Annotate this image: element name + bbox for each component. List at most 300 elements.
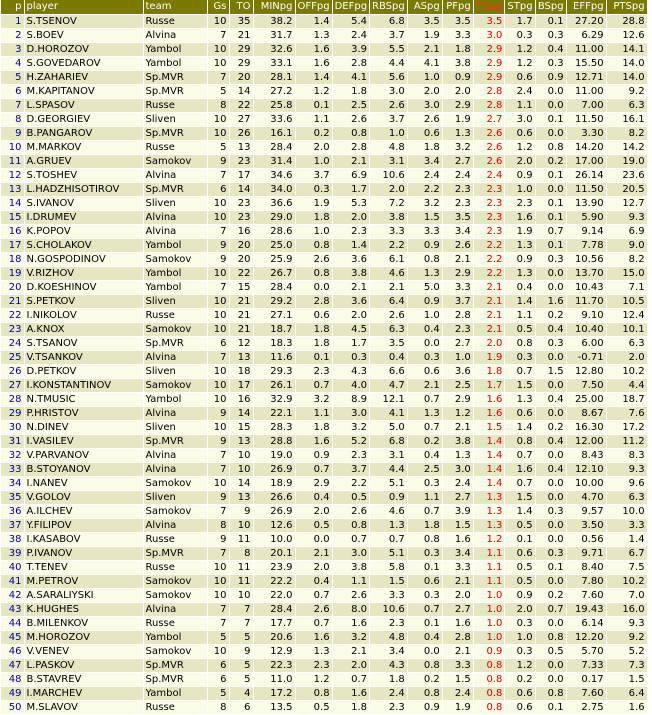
cell-player: L.SPASOV bbox=[24, 99, 143, 113]
table-row bbox=[1, 71, 647, 85]
cell-rank: 29 bbox=[1, 407, 24, 421]
cell-player: S.GOVEDAROV bbox=[24, 57, 143, 71]
cell-gs: 9 bbox=[207, 407, 229, 421]
cell-ptspg: 6.3 bbox=[606, 99, 647, 113]
cell-offpg: 1.8 bbox=[295, 337, 332, 351]
cell-team: Russe bbox=[143, 309, 207, 323]
cell-effpg: 7.60 bbox=[566, 687, 606, 701]
cell-gs: 10 bbox=[207, 575, 229, 589]
cell-pfpg: 3.9 bbox=[442, 505, 473, 519]
cell-to: 13 bbox=[229, 351, 253, 365]
cell-player: H.ZAHARIEV bbox=[24, 71, 143, 85]
cell-defpg: 3.9 bbox=[332, 43, 369, 57]
cell-ptspg: 12.7 bbox=[606, 197, 647, 211]
cell-effpg: 12.80 bbox=[566, 365, 606, 379]
cell-to: 10 bbox=[229, 463, 253, 477]
cell-rbspg: 4.6 bbox=[370, 267, 408, 281]
cell-pfpg: 2.0 bbox=[442, 589, 473, 603]
cell-pfpg: 2.4 bbox=[442, 169, 473, 183]
cell-ptspg: 20.5 bbox=[606, 183, 647, 197]
cell-minpg: 22.1 bbox=[253, 407, 295, 421]
cell-topg: 2.6 bbox=[473, 141, 505, 155]
cell-gs: 7 bbox=[207, 29, 229, 43]
cell-gs: 10 bbox=[207, 323, 229, 337]
cell-rank: 12 bbox=[1, 169, 24, 183]
cell-minpg: 26.9 bbox=[253, 505, 295, 519]
col-header-ptspg[interactable]: PTSpg bbox=[606, 0, 647, 15]
table-row bbox=[1, 323, 647, 337]
cell-player: A.KNOX bbox=[24, 323, 143, 337]
cell-bspg: 0.0 bbox=[535, 281, 566, 295]
cell-player: D.HOROZOV bbox=[24, 43, 143, 57]
cell-aspg: 3.5 bbox=[407, 15, 442, 29]
cell-minpg: 11.0 bbox=[253, 673, 295, 687]
cell-gs: 9 bbox=[207, 435, 229, 449]
cell-minpg: 11.6 bbox=[253, 351, 295, 365]
cell-pfpg: 2.9 bbox=[442, 99, 473, 113]
cell-bspg: 0.0 bbox=[535, 351, 566, 365]
cell-player: D.GEORGIEV bbox=[24, 113, 143, 127]
table-row bbox=[1, 505, 647, 519]
cell-pfpg: 2.3 bbox=[442, 197, 473, 211]
cell-player: M.PETROV bbox=[24, 575, 143, 589]
cell-offpg: 1.2 bbox=[295, 673, 332, 687]
col-header-rbspg[interactable]: RBSpg bbox=[370, 0, 408, 15]
cell-minpg: 25.0 bbox=[253, 239, 295, 253]
cell-aspg: 1.8 bbox=[407, 141, 442, 155]
cell-topg: 2.0 bbox=[473, 337, 505, 351]
cell-effpg: 10.40 bbox=[566, 323, 606, 337]
cell-team: Yambol bbox=[143, 393, 207, 407]
cell-defpg: 2.6 bbox=[332, 113, 369, 127]
cell-stpg: 0.6 bbox=[505, 127, 535, 141]
cell-defpg: 4.0 bbox=[332, 379, 369, 393]
cell-pfpg: 2.7 bbox=[442, 603, 473, 617]
cell-aspg: 0.7 bbox=[407, 393, 442, 407]
cell-ptspg: 5.2 bbox=[606, 645, 647, 659]
cell-pfpg: 2.7 bbox=[442, 337, 473, 351]
cell-effpg: -0.71 bbox=[566, 351, 606, 365]
cell-to: 14 bbox=[229, 407, 253, 421]
cell-ptspg: 8.2 bbox=[606, 253, 647, 267]
cell-player: N.GOSPODINOV bbox=[24, 253, 143, 267]
cell-aspg: 3.3 bbox=[407, 225, 442, 239]
cell-topg: 1.6 bbox=[473, 407, 505, 421]
cell-player: I.NANEV bbox=[24, 477, 143, 491]
cell-rbspg: 0.7 bbox=[370, 533, 408, 547]
cell-rbspg: 3.5 bbox=[370, 337, 408, 351]
cell-to: 7 bbox=[229, 617, 253, 631]
table-row bbox=[1, 603, 647, 617]
cell-rank: 18 bbox=[1, 253, 24, 267]
cell-minpg: 33.1 bbox=[253, 57, 295, 71]
cell-stpg: 0.5 bbox=[505, 519, 535, 533]
cell-offpg: 0.0 bbox=[295, 533, 332, 547]
cell-bspg: 0.0 bbox=[535, 659, 566, 673]
cell-aspg: 0.3 bbox=[407, 477, 442, 491]
cell-to: 13 bbox=[229, 491, 253, 505]
cell-rank: 4 bbox=[1, 57, 24, 71]
cell-pfpg: 2.0 bbox=[442, 85, 473, 99]
cell-player: B.STOYANOV bbox=[24, 463, 143, 477]
cell-defpg: 3.7 bbox=[332, 463, 369, 477]
cell-gs: 10 bbox=[207, 15, 229, 29]
cell-pfpg: 1.3 bbox=[442, 127, 473, 141]
cell-bspg: 0.0 bbox=[535, 491, 566, 505]
cell-rbspg: 5.1 bbox=[370, 477, 408, 491]
cell-rank: 44 bbox=[1, 617, 24, 631]
cell-aspg: 0.9 bbox=[407, 295, 442, 309]
cell-minpg: 29.0 bbox=[253, 211, 295, 225]
cell-rank: 2 bbox=[1, 29, 24, 43]
cell-rbspg: 5.8 bbox=[370, 561, 408, 575]
cell-ptspg: 16.0 bbox=[606, 603, 647, 617]
cell-bspg: 0.2 bbox=[535, 421, 566, 435]
cell-to: 7 bbox=[229, 603, 253, 617]
cell-minpg: 27.2 bbox=[253, 85, 295, 99]
cell-topg: 1.4 bbox=[473, 477, 505, 491]
cell-player: S.IVANOV bbox=[24, 197, 143, 211]
cell-aspg: 0.9 bbox=[407, 701, 442, 715]
table-row bbox=[1, 547, 647, 561]
cell-gs: 7 bbox=[207, 71, 229, 85]
cell-topg: 1.6 bbox=[473, 393, 505, 407]
col-header-minpg[interactable]: MINpg bbox=[253, 0, 295, 15]
cell-bspg: 0.3 bbox=[535, 29, 566, 43]
cell-gs: 10 bbox=[207, 589, 229, 603]
cell-rank: 35 bbox=[1, 491, 24, 505]
cell-aspg: 1.1 bbox=[407, 491, 442, 505]
cell-ptspg: 17.2 bbox=[606, 421, 647, 435]
cell-minpg: 33.6 bbox=[253, 113, 295, 127]
cell-to: 23 bbox=[229, 155, 253, 169]
cell-ptspg: 10.5 bbox=[606, 295, 647, 309]
cell-bspg: 0.1 bbox=[535, 15, 566, 29]
cell-player: P.IVANOV bbox=[24, 547, 143, 561]
table-row bbox=[1, 281, 647, 295]
cell-defpg: 3.8 bbox=[332, 267, 369, 281]
cell-rank: 24 bbox=[1, 337, 24, 351]
cell-gs: 10 bbox=[207, 197, 229, 211]
cell-ptspg: 9.2 bbox=[606, 631, 647, 645]
cell-ptspg: 10.2 bbox=[606, 365, 647, 379]
cell-player: D.KOESHINOV bbox=[24, 281, 143, 295]
cell-stpg: 0.5 bbox=[505, 575, 535, 589]
cell-defpg: 1.7 bbox=[332, 183, 369, 197]
cell-player: V.GOLOV bbox=[24, 491, 143, 505]
cell-offpg: 0.9 bbox=[295, 449, 332, 463]
cell-defpg: 0.8 bbox=[332, 127, 369, 141]
cell-aspg: 0.8 bbox=[407, 687, 442, 701]
cell-aspg: 1.0 bbox=[407, 71, 442, 85]
col-header-rank[interactable]: p bbox=[1, 0, 24, 15]
cell-stpg: 1.3 bbox=[505, 239, 535, 253]
cell-team: Yambol bbox=[143, 43, 207, 57]
cell-offpg: 0.2 bbox=[295, 127, 332, 141]
cell-defpg: 2.0 bbox=[332, 309, 369, 323]
cell-rbspg: 3.7 bbox=[370, 29, 408, 43]
cell-aspg: 0.7 bbox=[407, 505, 442, 519]
col-header-bspg[interactable]: BSpg bbox=[535, 0, 566, 15]
table-row bbox=[1, 631, 647, 645]
cell-defpg: 3.2 bbox=[332, 631, 369, 645]
cell-minpg: 10.0 bbox=[253, 533, 295, 547]
cell-gs: 6 bbox=[207, 337, 229, 351]
cell-aspg: 1.3 bbox=[407, 267, 442, 281]
cell-offpg: 0.1 bbox=[295, 351, 332, 365]
cell-rbspg: 5.6 bbox=[370, 71, 408, 85]
cell-team: Yambol bbox=[143, 57, 207, 71]
cell-to: 14 bbox=[229, 85, 253, 99]
cell-player: K.HUGHES bbox=[24, 603, 143, 617]
cell-pfpg: 3.8 bbox=[442, 57, 473, 71]
cell-rank: 10 bbox=[1, 141, 24, 155]
cell-rank: 36 bbox=[1, 505, 24, 519]
cell-defpg: 5.3 bbox=[332, 197, 369, 211]
cell-ptspg: 9.0 bbox=[606, 239, 647, 253]
cell-minpg: 38.2 bbox=[253, 15, 295, 29]
cell-rank: 11 bbox=[1, 155, 24, 169]
cell-gs: 9 bbox=[207, 155, 229, 169]
cell-effpg: 15.50 bbox=[566, 57, 606, 71]
col-header-defpg[interactable]: DEFpg bbox=[332, 0, 369, 15]
cell-effpg: 7.50 bbox=[566, 379, 606, 393]
cell-effpg: 7.80 bbox=[566, 575, 606, 589]
cell-team: Alvina bbox=[143, 351, 207, 365]
cell-stpg: 0.1 bbox=[505, 533, 535, 547]
cell-ptspg: 19.0 bbox=[606, 155, 647, 169]
cell-ptspg: 7.0 bbox=[606, 589, 647, 603]
cell-minpg: 13.5 bbox=[253, 701, 295, 715]
cell-aspg: 0.4 bbox=[407, 449, 442, 463]
cell-aspg: 0.6 bbox=[407, 365, 442, 379]
cell-pfpg: 2.3 bbox=[442, 323, 473, 337]
cell-pfpg: 2.4 bbox=[442, 687, 473, 701]
cell-ptspg: 9.3 bbox=[606, 211, 647, 225]
player-stats-table bbox=[1, 0, 648, 715]
cell-to: 14 bbox=[229, 183, 253, 197]
cell-effpg: 17.00 bbox=[566, 155, 606, 169]
cell-player: K.POPOV bbox=[24, 225, 143, 239]
cell-bspg: 0.4 bbox=[535, 323, 566, 337]
cell-aspg: 0.7 bbox=[407, 421, 442, 435]
cell-stpg: 0.9 bbox=[505, 253, 535, 267]
cell-offpg: 1.6 bbox=[295, 43, 332, 57]
col-header-player[interactable]: player bbox=[24, 0, 143, 15]
cell-rbspg: 5.0 bbox=[370, 421, 408, 435]
cell-to: 16 bbox=[229, 393, 253, 407]
cell-pfpg: 2.8 bbox=[442, 309, 473, 323]
cell-team: Sp.MVR bbox=[143, 435, 207, 449]
cell-effpg: 10.00 bbox=[566, 477, 606, 491]
cell-minpg: 12.6 bbox=[253, 519, 295, 533]
cell-effpg: 0.56 bbox=[566, 533, 606, 547]
cell-gs: 7 bbox=[207, 169, 229, 183]
cell-defpg: 3.2 bbox=[332, 421, 369, 435]
cell-gs: 7 bbox=[207, 463, 229, 477]
cell-gs: 9 bbox=[207, 491, 229, 505]
cell-effpg: 26.14 bbox=[566, 169, 606, 183]
cell-minpg: 22.2 bbox=[253, 575, 295, 589]
cell-aspg: 0.3 bbox=[407, 547, 442, 561]
cell-rbspg: 4.3 bbox=[370, 659, 408, 673]
cell-to: 23 bbox=[229, 211, 253, 225]
cell-player: V.VENEV bbox=[24, 645, 143, 659]
cell-rank: 15 bbox=[1, 211, 24, 225]
cell-to: 9 bbox=[229, 505, 253, 519]
cell-ptspg: 7.3 bbox=[606, 659, 647, 673]
cell-minpg: 12.9 bbox=[253, 645, 295, 659]
col-header-to[interactable]: TO bbox=[229, 0, 253, 15]
cell-bspg: 0.0 bbox=[535, 575, 566, 589]
cell-stpg: 2.4 bbox=[505, 85, 535, 99]
cell-topg: 2.1 bbox=[473, 295, 505, 309]
cell-pfpg: 2.1 bbox=[442, 253, 473, 267]
cell-minpg: 17.2 bbox=[253, 687, 295, 701]
cell-aspg: 0.8 bbox=[407, 659, 442, 673]
cell-player: V.RIZHOV bbox=[24, 267, 143, 281]
table-row bbox=[1, 29, 647, 43]
cell-offpg: 1.3 bbox=[295, 29, 332, 43]
cell-rank: 42 bbox=[1, 589, 24, 603]
table-row bbox=[1, 113, 647, 127]
table-row bbox=[1, 155, 647, 169]
table-row bbox=[1, 127, 647, 141]
cell-offpg: 0.5 bbox=[295, 701, 332, 715]
cell-player: M.MARKOV bbox=[24, 141, 143, 155]
cell-offpg: 1.8 bbox=[295, 211, 332, 225]
col-header-gs[interactable]: Gs bbox=[207, 0, 229, 15]
cell-rank: 16 bbox=[1, 225, 24, 239]
cell-minpg: 31.7 bbox=[253, 29, 295, 43]
cell-rank: 37 bbox=[1, 519, 24, 533]
cell-gs: 10 bbox=[207, 645, 229, 659]
cell-effpg: 10.56 bbox=[566, 253, 606, 267]
cell-topg: 2.6 bbox=[473, 155, 505, 169]
cell-gs: 5 bbox=[207, 631, 229, 645]
cell-bspg: 1.6 bbox=[535, 295, 566, 309]
cell-stpg: 0.9 bbox=[505, 169, 535, 183]
cell-bspg: 0.3 bbox=[535, 337, 566, 351]
col-header-aspg[interactable]: ASpg bbox=[407, 0, 442, 15]
cell-rank: 38 bbox=[1, 533, 24, 547]
cell-to: 10 bbox=[229, 519, 253, 533]
cell-pfpg: 2.1 bbox=[442, 645, 473, 659]
cell-minpg: 26.7 bbox=[253, 267, 295, 281]
cell-stpg: 1.2 bbox=[505, 659, 535, 673]
col-header-stpg[interactable]: STpg bbox=[505, 0, 535, 15]
cell-ptspg: 2.0 bbox=[606, 351, 647, 365]
cell-defpg: 1.7 bbox=[332, 337, 369, 351]
cell-player: P.HRISTOV bbox=[24, 407, 143, 421]
cell-gs: 7 bbox=[207, 505, 229, 519]
cell-rbspg: 3.3 bbox=[370, 225, 408, 239]
cell-rbspg: 4.8 bbox=[370, 141, 408, 155]
cell-topg: 2.2 bbox=[473, 253, 505, 267]
cell-gs: 6 bbox=[207, 673, 229, 687]
cell-effpg: 11.70 bbox=[566, 295, 606, 309]
table-row bbox=[1, 491, 647, 505]
cell-rbspg: 2.4 bbox=[370, 687, 408, 701]
cell-team: Samokov bbox=[143, 589, 207, 603]
cell-pfpg: 3.3 bbox=[442, 659, 473, 673]
cell-bspg: 0.8 bbox=[535, 141, 566, 155]
cell-minpg: 26.6 bbox=[253, 491, 295, 505]
cell-defpg: 4.5 bbox=[332, 323, 369, 337]
cell-bspg: 0.4 bbox=[535, 393, 566, 407]
cell-effpg: 11.50 bbox=[566, 183, 606, 197]
cell-team: Russe bbox=[143, 15, 207, 29]
cell-effpg: 6.14 bbox=[566, 617, 606, 631]
cell-offpg: 0.4 bbox=[295, 575, 332, 589]
cell-rank: 13 bbox=[1, 183, 24, 197]
cell-ptspg: 3.3 bbox=[606, 519, 647, 533]
cell-stpg: 1.0 bbox=[505, 183, 535, 197]
cell-topg: 0.8 bbox=[473, 701, 505, 715]
table-row bbox=[1, 519, 647, 533]
cell-offpg: 2.1 bbox=[295, 547, 332, 561]
col-header-team[interactable]: team bbox=[143, 0, 207, 15]
cell-defpg: 2.3 bbox=[332, 449, 369, 463]
cell-rbspg: 10.6 bbox=[370, 603, 408, 617]
cell-rank: 33 bbox=[1, 463, 24, 477]
cell-stpg: 1.0 bbox=[505, 631, 535, 645]
cell-bspg: 0.0 bbox=[535, 519, 566, 533]
cell-aspg: 0.1 bbox=[407, 561, 442, 575]
cell-rank: 40 bbox=[1, 561, 24, 575]
cell-ptspg: 7.5 bbox=[606, 561, 647, 575]
cell-effpg: 6.00 bbox=[566, 337, 606, 351]
cell-aspg: 3.4 bbox=[407, 155, 442, 169]
cell-to: 21 bbox=[229, 309, 253, 323]
cell-team: Samokov bbox=[143, 323, 207, 337]
cell-aspg: 1.8 bbox=[407, 519, 442, 533]
col-header-effpg[interactable]: EFFpg bbox=[566, 0, 606, 15]
cell-topg: 0.9 bbox=[473, 645, 505, 659]
col-header-pfpg[interactable]: PFpg bbox=[442, 0, 473, 15]
cell-bspg: 0.3 bbox=[535, 253, 566, 267]
cell-rbspg: 4.8 bbox=[370, 631, 408, 645]
cell-aspg: 0.0 bbox=[407, 645, 442, 659]
cell-ptspg: 28.8 bbox=[606, 15, 647, 29]
cell-stpg: 1.9 bbox=[505, 225, 535, 239]
cell-to: 21 bbox=[229, 323, 253, 337]
cell-pfpg: 2.9 bbox=[442, 393, 473, 407]
cell-to: 10 bbox=[229, 449, 253, 463]
cell-team: Yambol bbox=[143, 631, 207, 645]
cell-gs: 10 bbox=[207, 267, 229, 281]
cell-team: Alvina bbox=[143, 463, 207, 477]
table-row bbox=[1, 645, 647, 659]
cell-pfpg: 2.1 bbox=[442, 575, 473, 589]
table-row bbox=[1, 575, 647, 589]
cell-rbspg: 1.0 bbox=[370, 127, 408, 141]
cell-rank: 6 bbox=[1, 85, 24, 99]
col-header-offpg[interactable]: OFFpg bbox=[295, 0, 332, 15]
cell-defpg: 1.6 bbox=[332, 617, 369, 631]
cell-player: V.PARVANOV bbox=[24, 449, 143, 463]
table-header-row bbox=[1, 0, 647, 15]
cell-ptspg: 7.1 bbox=[606, 281, 647, 295]
col-header-topg[interactable]: TOpg bbox=[473, 0, 505, 15]
cell-to: 6 bbox=[229, 701, 253, 715]
cell-rbspg: 2.3 bbox=[370, 617, 408, 631]
cell-aspg: 0.2 bbox=[407, 435, 442, 449]
table-row bbox=[1, 57, 647, 71]
cell-minpg: 28.3 bbox=[253, 421, 295, 435]
cell-offpg: 2.8 bbox=[295, 295, 332, 309]
cell-effpg: 11.00 bbox=[566, 43, 606, 57]
